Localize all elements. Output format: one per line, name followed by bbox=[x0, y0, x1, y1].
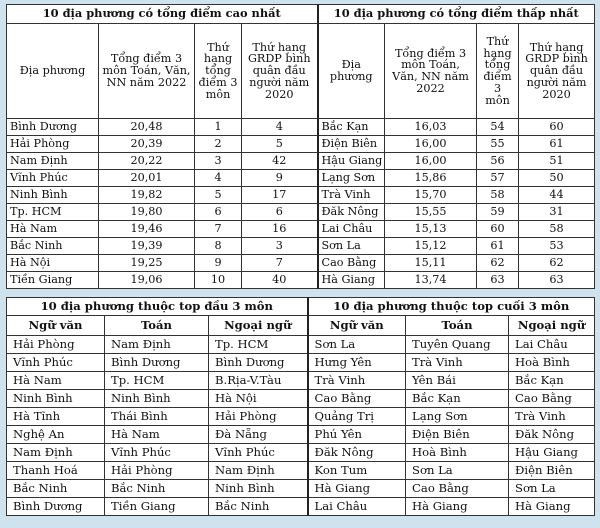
table-row bbox=[7, 221, 595, 238]
table-row bbox=[7, 272, 595, 289]
table-cell: 56 bbox=[477, 153, 519, 170]
table-cell: Sơn La bbox=[406, 462, 509, 480]
table-cell: Cao Bằng bbox=[406, 480, 509, 498]
table-row bbox=[7, 462, 595, 480]
table-row bbox=[7, 170, 595, 187]
table-cell: 1 bbox=[195, 119, 242, 136]
table-cell: Trà Vinh bbox=[509, 408, 595, 426]
table-cell: Điện Biên bbox=[318, 136, 385, 153]
col-header: Thứ hạng tổng điểm 3 môn bbox=[195, 24, 242, 119]
table-cell: 16,03 bbox=[385, 119, 477, 136]
table-cell: Điện Biên bbox=[509, 462, 595, 480]
table-cell: Nam Định bbox=[209, 462, 308, 480]
table-row bbox=[7, 408, 595, 426]
table-cell: Bình Dương bbox=[7, 119, 99, 136]
table-cell: Hà Giang bbox=[318, 272, 385, 289]
table-cell: 15,12 bbox=[385, 238, 477, 255]
table-cell: 4 bbox=[242, 119, 318, 136]
table-cell: Bắc Ninh bbox=[209, 498, 308, 516]
table-cell: Bắc Kạn bbox=[318, 119, 385, 136]
table-cell: Hà Nội bbox=[7, 255, 99, 272]
table-row bbox=[7, 238, 595, 255]
table-row bbox=[7, 136, 595, 153]
table-cell: Hậu Giang bbox=[318, 153, 385, 170]
col-header: Thứ hạng tổng điểm 3 môn bbox=[477, 24, 519, 119]
bottom-subjects-title: 10 địa phương thuộc top cuối 3 môn bbox=[308, 298, 595, 316]
table-row bbox=[7, 354, 595, 372]
table-cell: 16 bbox=[242, 221, 318, 238]
table-cell: Sơn La bbox=[509, 480, 595, 498]
col-header: Thứ hạng GRDP bình quân đầu người năm 2020 bbox=[519, 24, 595, 119]
table-cell: Hậu Giang bbox=[509, 444, 595, 462]
table-cell: Lạng Sơn bbox=[318, 170, 385, 187]
subject-header: Ngữ văn bbox=[7, 316, 105, 336]
table-row bbox=[7, 444, 595, 462]
table-cell: Hà Tĩnh bbox=[7, 408, 105, 426]
table-row bbox=[7, 480, 595, 498]
table-cell: Hà Nam bbox=[7, 372, 105, 390]
table-cell: Cao Bằng bbox=[509, 390, 595, 408]
table-cell: Hải Phòng bbox=[105, 462, 209, 480]
table-cell: Trà Vinh bbox=[318, 187, 385, 204]
table-row bbox=[7, 119, 595, 136]
table-cell: 19,82 bbox=[99, 187, 195, 204]
table-row bbox=[7, 390, 595, 408]
col-header: Tổng điểm 3 môn Toán, Văn, NN năm 2022 bbox=[385, 24, 477, 119]
table-row bbox=[7, 153, 595, 170]
table-cell: Hà Nam bbox=[7, 221, 99, 238]
table-cell: Hải Phòng bbox=[7, 136, 99, 153]
table-cell: Vĩnh Phúc bbox=[7, 354, 105, 372]
table-cell: Tp. HCM bbox=[7, 204, 99, 221]
table-cell: Kon Tum bbox=[308, 462, 406, 480]
table-cell: Sơn La bbox=[308, 336, 406, 354]
table-cell: Đăk Nông bbox=[509, 426, 595, 444]
table-cell: Bình Dương bbox=[105, 354, 209, 372]
subject-header: Toán bbox=[406, 316, 509, 336]
table-cell: Hưng Yên bbox=[308, 354, 406, 372]
table-cell: 2 bbox=[195, 136, 242, 153]
table-cell: 53 bbox=[519, 238, 595, 255]
table-cell: 3 bbox=[242, 238, 318, 255]
table-cell: Hoà Bình bbox=[406, 444, 509, 462]
table-cell: Yên Bái bbox=[406, 372, 509, 390]
table-cell: Tiền Giang bbox=[105, 498, 209, 516]
table-row bbox=[7, 426, 595, 444]
table-cell: Bình Dương bbox=[209, 354, 308, 372]
table-cell: Thái Bình bbox=[105, 408, 209, 426]
table-cell: 15,11 bbox=[385, 255, 477, 272]
table-cell: 54 bbox=[477, 119, 519, 136]
table-cell: 7 bbox=[195, 221, 242, 238]
table-row bbox=[7, 187, 595, 204]
table-cell: 61 bbox=[519, 136, 595, 153]
table-cell: 19,46 bbox=[99, 221, 195, 238]
table-cell: 17 bbox=[242, 187, 318, 204]
col-header: Thứ hạng GRDP bình quân đầu người năm 2020 bbox=[242, 24, 318, 119]
table-cell: Hải Phòng bbox=[7, 336, 105, 354]
table-cell: Bắc Ninh bbox=[7, 238, 99, 255]
table-cell: 15,13 bbox=[385, 221, 477, 238]
table-cell: Cao Bằng bbox=[308, 390, 406, 408]
table-cell: Lai Châu bbox=[509, 336, 595, 354]
table-cell: Vĩnh Phúc bbox=[209, 444, 308, 462]
table-cell: Hà Nội bbox=[209, 390, 308, 408]
table-cell: Đăk Nông bbox=[308, 444, 406, 462]
table-cell: 59 bbox=[477, 204, 519, 221]
table-cell: 7 bbox=[242, 255, 318, 272]
table-cell: B.Rịa-V.Tàu bbox=[209, 372, 308, 390]
table-cell: 20,01 bbox=[99, 170, 195, 187]
table-cell: Quảng Trị bbox=[308, 408, 406, 426]
table-cell: Lai Châu bbox=[308, 498, 406, 516]
table-cell: 51 bbox=[519, 153, 595, 170]
table-cell: 6 bbox=[242, 204, 318, 221]
table-cell: Vĩnh Phúc bbox=[105, 444, 209, 462]
table-cell: 44 bbox=[519, 187, 595, 204]
table-cell: 13,74 bbox=[385, 272, 477, 289]
table-cell: Phú Yên bbox=[308, 426, 406, 444]
table-cell: 55 bbox=[477, 136, 519, 153]
table-cell: 60 bbox=[519, 119, 595, 136]
table-cell: 50 bbox=[519, 170, 595, 187]
table-cell: 15,55 bbox=[385, 204, 477, 221]
table-cell: 60 bbox=[477, 221, 519, 238]
table-cell: Lạng Sơn bbox=[406, 408, 509, 426]
table-cell: Ninh Bình bbox=[7, 187, 99, 204]
table-cell: Hà Giang bbox=[509, 498, 595, 516]
table-cell: 20,48 bbox=[99, 119, 195, 136]
table-cell: 9 bbox=[195, 255, 242, 272]
table-cell: Bắc Kạn bbox=[509, 372, 595, 390]
table-cell: 5 bbox=[195, 187, 242, 204]
table-cell: Trà Vinh bbox=[406, 354, 509, 372]
col-header: Địa phương bbox=[318, 24, 385, 119]
table-cell: 19,06 bbox=[99, 272, 195, 289]
table-cell: Tuyên Quang bbox=[406, 336, 509, 354]
table-cell: Hà Giang bbox=[308, 480, 406, 498]
table-cell: Nghệ An bbox=[7, 426, 105, 444]
table-cell: 16,00 bbox=[385, 136, 477, 153]
col-header: Địa phương bbox=[7, 24, 99, 119]
table-row bbox=[7, 255, 595, 272]
table-cell: Nam Định bbox=[7, 444, 105, 462]
top-subjects-title: 10 địa phương thuộc top đầu 3 môn bbox=[7, 298, 308, 316]
table-cell: Cao Bằng bbox=[318, 255, 385, 272]
table-cell: Đăk Nông bbox=[318, 204, 385, 221]
table-cell: 3 bbox=[195, 153, 242, 170]
table-cell: 62 bbox=[519, 255, 595, 272]
table-cell: 20,22 bbox=[99, 153, 195, 170]
table-cell: Hà Giang bbox=[406, 498, 509, 516]
table-cell: 19,25 bbox=[99, 255, 195, 272]
table-row bbox=[7, 336, 595, 354]
table-cell: Tp. HCM bbox=[209, 336, 308, 354]
subject-header: Toán bbox=[105, 316, 209, 336]
table-cell: Hoà Bình bbox=[509, 354, 595, 372]
table-cell: 42 bbox=[242, 153, 318, 170]
table-cell: 40 bbox=[242, 272, 318, 289]
table-cell: Nam Định bbox=[7, 153, 99, 170]
highest-title: 10 địa phương có tổng điểm cao nhất bbox=[7, 5, 318, 24]
table-cell: Bình Dương bbox=[7, 498, 105, 516]
table-cell: 8 bbox=[195, 238, 242, 255]
table-cell: 62 bbox=[477, 255, 519, 272]
col-header: Tổng điểm 3 môn Toán, Văn, NN năm 2022 bbox=[99, 24, 195, 119]
table-cell: Nam Định bbox=[105, 336, 209, 354]
top-score-table bbox=[6, 4, 595, 289]
table-cell: 58 bbox=[519, 221, 595, 238]
table-cell: 15,70 bbox=[385, 187, 477, 204]
table-cell: 16,00 bbox=[385, 153, 477, 170]
table-cell: 10 bbox=[195, 272, 242, 289]
table-cell: Bắc Kạn bbox=[406, 390, 509, 408]
table-cell: Đà Nẵng bbox=[209, 426, 308, 444]
table-cell: Hà Nam bbox=[105, 426, 209, 444]
table-cell: 57 bbox=[477, 170, 519, 187]
table-cell: 61 bbox=[477, 238, 519, 255]
table-cell: Ninh Bình bbox=[105, 390, 209, 408]
table-cell: 6 bbox=[195, 204, 242, 221]
lowest-title: 10 địa phương có tổng điểm thấp nhất bbox=[318, 5, 595, 24]
table-row bbox=[7, 204, 595, 221]
table-cell: Ninh Bình bbox=[209, 480, 308, 498]
table-cell: 19,80 bbox=[99, 204, 195, 221]
table-cell: 19,39 bbox=[99, 238, 195, 255]
table-cell: 31 bbox=[519, 204, 595, 221]
subject-header: Ngoại ngữ bbox=[509, 316, 595, 336]
table-cell: Hải Phòng bbox=[209, 408, 308, 426]
table-cell: 58 bbox=[477, 187, 519, 204]
table-cell: Sơn La bbox=[318, 238, 385, 255]
table-cell: Tiền Giang bbox=[7, 272, 99, 289]
table-cell: 15,86 bbox=[385, 170, 477, 187]
table-cell: 20,39 bbox=[99, 136, 195, 153]
table-cell: Thanh Hoá bbox=[7, 462, 105, 480]
subject-top-table bbox=[6, 297, 595, 516]
table-row bbox=[7, 498, 595, 516]
table-cell: 63 bbox=[477, 272, 519, 289]
table-cell: 9 bbox=[242, 170, 318, 187]
table-cell: Bắc Ninh bbox=[105, 480, 209, 498]
subject-header: Ngoại ngữ bbox=[209, 316, 308, 336]
table-cell: 63 bbox=[519, 272, 595, 289]
table-cell: Trà Vinh bbox=[308, 372, 406, 390]
table-cell: Lai Châu bbox=[318, 221, 385, 238]
table-cell: Tp. HCM bbox=[105, 372, 209, 390]
table-cell: Điện Biên bbox=[406, 426, 509, 444]
table-cell: Ninh Bình bbox=[7, 390, 105, 408]
table-cell: Bắc Ninh bbox=[7, 480, 105, 498]
subject-header: Ngữ văn bbox=[308, 316, 406, 336]
table-cell: 5 bbox=[242, 136, 318, 153]
table-cell: 4 bbox=[195, 170, 242, 187]
table-row bbox=[7, 372, 595, 390]
table-cell: Vĩnh Phúc bbox=[7, 170, 99, 187]
